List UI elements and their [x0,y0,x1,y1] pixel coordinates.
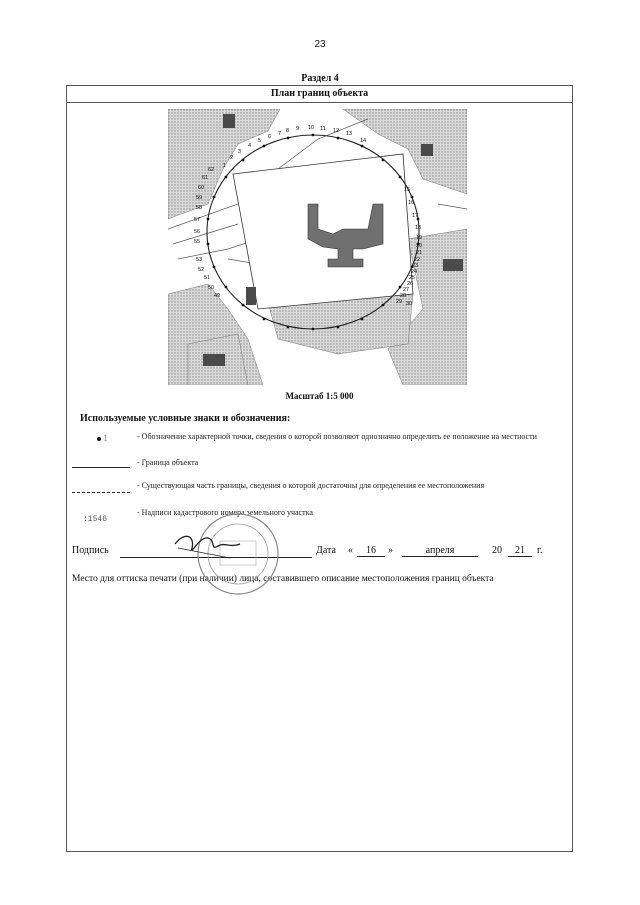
point-label: 52 [198,267,205,273]
map-scale: Масштаб 1:5 000 [285,391,354,401]
point-label: 51 [204,275,211,281]
year-suffix: 21 [508,545,532,557]
point-label: 9 [296,126,300,132]
point-label: 55 [194,239,201,245]
point-label: 10 [308,125,315,131]
point-label: 30 [406,301,413,307]
page-number: 23 [314,39,326,50]
point-label: 53 [196,257,203,263]
legend-item-point: - Обозначение характерной точки, сведения о которой позволяют однозначно определить ее положение на местности [137,432,537,441]
point-label: 11 [320,126,326,132]
date-day: 16 [357,545,385,557]
point-label: 61 [202,175,209,181]
point-label: 56 [194,229,201,235]
point-label: 50 [208,285,215,291]
quote-open: « [348,545,353,556]
boundary-line-symbol [72,467,130,468]
existing-boundary-symbol [72,492,130,493]
point-label: 57 [194,217,201,223]
document-frame [66,85,573,852]
point-label: 21 [416,250,423,256]
signature-label: Подпись [72,545,109,556]
point-dot-icon [97,437,101,441]
point-label: 6 [268,134,272,140]
year-prefix: 20 [492,545,502,556]
legend-item-boundary: - Граница объекта [137,458,199,467]
quote-close: » [388,545,393,556]
point-label: 24 [411,269,418,275]
point-label: 25 [409,275,416,281]
point-label: 60 [198,185,205,191]
point-label: 49 [214,293,221,299]
legend-item-cadastral: - Надписи кадастрового номера земельного участка [137,508,313,517]
section-title: Раздел 4 [301,73,339,84]
legend-title: Используемые условные знаки и обозначения: [80,413,291,424]
point-label: 3 [238,149,242,155]
point-label: 29 [396,299,403,305]
signature-scribble [175,536,240,550]
point-label: 20 [416,243,423,249]
stamp-place-caption: Место для оттиска печати (при наличии) лица, составившего описание местоположения границ объекта [72,574,494,584]
year-unit: г. [537,545,543,556]
point-label: 4 [248,143,252,149]
point-label: 22 [414,257,421,263]
point-label: 8 [286,128,290,134]
point-label: 2 [230,155,234,161]
point-label: 58 [196,205,203,211]
plan-title: План границ объекта [67,86,572,103]
legend-item-existing-boundary: - Существующая часть границы, сведения о которой достаточны для определения ее местоположения [137,481,485,490]
point-label: 7 [278,131,282,137]
point-label: 26 [407,281,414,287]
point-label: 18 [415,225,422,231]
date-month: апреля [402,545,478,557]
point-label: 23 [412,263,419,269]
point-label: 19 [416,235,423,241]
point-label: 59 [196,195,203,201]
boundary-map [168,109,467,385]
point-label: 27 [403,287,410,293]
point-label: 16 [408,200,415,206]
seal-stamp [170,496,280,606]
point-label: 17 [412,213,419,219]
point-symbol [97,433,108,443]
point-label: 5 [258,138,262,144]
point-label: 28 [400,293,407,299]
point-label: 15 [404,187,411,193]
point-label: 12 [333,128,340,134]
cadastral-label-sample: :1546 [83,515,108,524]
date-label: Дата [316,545,336,556]
point-symbol-number: 1 [103,433,108,443]
point-label: 1 [223,163,227,169]
point-label: 13 [346,131,353,137]
point-label: 14 [360,138,367,144]
point-label: 62 [208,167,215,173]
